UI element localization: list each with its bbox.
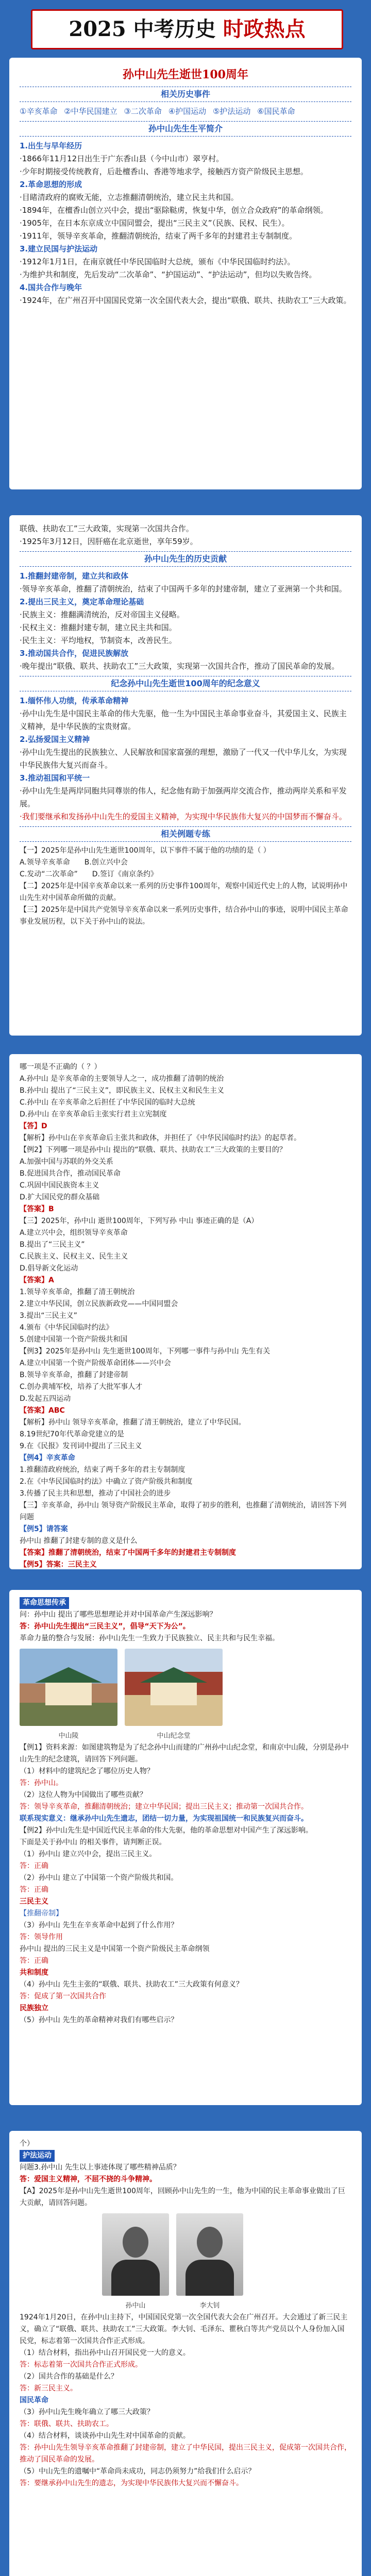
s5-body: 答：标志着第一次国共合作正式形成。: [20, 2361, 142, 2369]
portrait-caption: 李大钊: [199, 2302, 220, 2310]
s4-example: 【推翻帝制】: [20, 1909, 63, 1918]
building-shape: [45, 1683, 92, 1705]
meaning-line: 1.缅怀伟人功绩，传承革命精神: [20, 696, 129, 705]
bio-line: ·1912年1月1日，在南京就任中华民国临时大总统，颁布《中华民国临时约法》。: [20, 257, 295, 266]
memorial-hall-photo: [125, 1649, 223, 1726]
portrait-caption: 孙中山: [125, 2302, 146, 2310]
section-2-card: [9, 515, 362, 1036]
q-line: C.民族主义、民权主义、民生主义: [20, 1252, 128, 1261]
q-line: 8.19世纪70年代革命党建立的是: [20, 1430, 124, 1438]
achievement-line: 3.推动国共合作，促进民族解放: [20, 649, 129, 658]
q-line: D.发起五四运动: [20, 1395, 71, 1403]
s4-example: （2）这位人物为中国做出了哪些贡献？: [20, 1791, 147, 1799]
q-line: 【答案】推翻了清朝统治，结束了中国两千多年的封建君主专制制度: [20, 1549, 236, 1557]
portrait-coat: [185, 2260, 234, 2296]
portrait-face: [123, 2227, 148, 2258]
s4-example: （5）孙中山 先生的革命精神对我们有哪些启示？: [20, 2016, 178, 2024]
s5-body: 答：联俄、联共、扶助农工。: [20, 2420, 113, 2428]
q-line: 【例2】下列哪一项是孙中山 提出的“联俄、联共、扶助农工”三大政策的主要目的？: [20, 1146, 286, 1154]
q-line: 【例5】答案：三民主义: [20, 1561, 97, 1569]
practice-line: 【一】2025年是孙中山先生逝世100周年，以下事件不属于他的功绩的是（ ）: [20, 846, 271, 855]
s4-example: 答：领导作用: [20, 1933, 63, 1941]
practice-line: C.发动“二次革命” D.签订《南京条约》: [20, 870, 158, 878]
q-line: A.建立兴中会，组织领导辛亥革命: [20, 1229, 128, 1237]
portrait-face: [197, 2227, 223, 2258]
s4-example: （3）孙中山 先生在辛亥革命中起到了什么作用？: [20, 1921, 178, 1929]
meaning-line: 2.弘扬爱国主义精神: [20, 735, 90, 744]
gap: [0, 1036, 371, 1054]
s4-example: 孙中山 提出的三民主义是中国第一个资产阶级民主革命纲领: [20, 1945, 210, 1953]
bio-line: ·目睹清政府的腐败无能，立志推翻清朝统治，建立民主共和国。: [20, 193, 239, 202]
q-line: 【例5】请答案: [20, 1525, 68, 1533]
title-subject: 中考历史: [133, 17, 216, 41]
photo-row: [20, 1649, 351, 1726]
s4-example: 【例1】资料来源：如图建筑物是为了纪念孙中山而建的广州孙中山纪念堂，和南京中山陵，分别是孙中山先生的纪念建筑，请回答下列问题。: [20, 1743, 349, 1764]
s4-example: 答：正确: [20, 1886, 48, 1894]
q-line: 2.在《中华民国临时约法》中确立了资产阶级共和制度: [20, 1478, 193, 1486]
s5-body: 答：要继承孙中山先生的遗志，为实现中华民族伟大复兴而不懈奋斗。: [20, 2479, 243, 2487]
building-shape: [150, 1683, 197, 1705]
s4-example: 下面是关于孙中山 的相关事件，请判断正误。: [20, 1838, 166, 1846]
section-1-title: 孙中山先生逝世100周年: [123, 68, 248, 81]
s4-example: （4）孙中山 先生主张的“联俄、联共、扶助农工”三大政策有何意义？: [20, 1980, 243, 1989]
achievement-line: ·领导辛亥革命，推翻了清朝统治，结束了中国两千多年的封建帝制，建立了亚洲第一个共和国。: [20, 584, 347, 594]
q-line: D.扩大国民党的群众基础: [20, 1193, 100, 1201]
section-4-card: [9, 1590, 362, 2105]
practice-line: A.领导辛亥革命 B.创立兴中会: [20, 858, 128, 867]
q-line: 【三】辛亥革命，孙中山 领导资产阶级民主革命，取得了初步的胜利，也推翻了清朝统治，请回答下列问题: [20, 1501, 347, 1521]
q-line: 【答案】B: [20, 1205, 54, 1213]
meaning-line: ·孙中山先生是两岸同胞共同尊崇的伟人，纪念他有助于加强两岸交流合作，推动两岸关系和平发展。: [20, 786, 347, 808]
event-item: ③二次革命: [124, 107, 162, 116]
s4-example: 答：正确: [20, 1862, 48, 1870]
practice-line: 【二】2025年是中国辛亥革命以来一系列的历史事件100周年，观察中国近代史上的人物，试说明孙中山先生对中国革命所做的贡献。: [20, 882, 348, 902]
q-line: 【例4】辛亥革命: [20, 1454, 75, 1462]
s5-line: 问题3.孙中山 先生以上事迹体现了哪些精神品质？: [20, 2163, 180, 2172]
s5-body: （4）结合材料，谈谈孙中山先生对中国革命的贡献。: [20, 2432, 190, 2440]
practice-heading: 相关例题专练: [20, 826, 351, 842]
bio-line: ·1924年，在广州召开中国国民党第一次全国代表大会，提出“联俄、联共、扶助农工”三大政策。: [20, 296, 351, 305]
achievement-line: ·民权主义：推翻封建专制，建立民主共和国。: [20, 623, 177, 632]
q-line: 3.提出“三民主义”: [20, 1312, 77, 1320]
s5-body: （1）结合材料，指出孙中山召开国民党一大的意义。: [20, 2349, 190, 2357]
events-list: [20, 105, 351, 118]
event-item: ⑤护法运动: [212, 107, 251, 116]
q-line: 1.领导辛亥革命，推翻了清王朝统治: [20, 1288, 135, 1296]
event-item: ④护国运动: [168, 107, 207, 116]
q-line: B.领导辛亥革命，推翻了封建帝制: [20, 1371, 128, 1379]
s5-line: 答：爱国主义精神，不屈不挠的斗争精神。: [20, 2175, 157, 2183]
s4-example: （1）孙中山 建立兴中会，提出三民主义。: [20, 1850, 157, 1858]
gap: [0, 489, 371, 515]
s4-example: （2）孙中山 建立了中国第一个资产阶级共和国。: [20, 1874, 178, 1882]
achievement-line: ·民族主义：推翻满清统治，反对帝国主义侵略。: [20, 610, 184, 619]
title-year: 2025: [69, 17, 126, 41]
event-item: ⑥国民革命: [257, 107, 295, 116]
zhongshan-mausoleum-photo: [20, 1649, 117, 1726]
s4-example: 答：促成了第一次国共合作: [20, 1992, 106, 2001]
photo-caption: 中山纪念堂: [157, 1732, 191, 1740]
q-line: 【解析】孙中山在辛亥革命后主张共和政体，并担任了《中华民国临时约法》的起草者。: [20, 1134, 301, 1142]
q-line: B.提出了“三民主义”: [20, 1241, 85, 1249]
s5-body: 答：新三民主义。: [20, 2384, 77, 2393]
s4-example: 联系现实意义：继承孙中山先生遗志，团结一切力量，为实现祖国统一和民族复兴而奋斗。: [20, 1815, 308, 1823]
bio-heading: 孙中山先生生平简介: [20, 121, 351, 137]
s5-example: 【A】2025年是孙中山先生逝世100周年，回顾孙中山先生的一生，他为中国的民主革命事业做出了巨大贡献，请回答问题。: [20, 2187, 345, 2207]
q-line: D.倡导新文化运动: [20, 1264, 78, 1273]
bio-line: 4.国共合作与晚年: [20, 283, 82, 292]
title-hot: 时政热点: [223, 17, 306, 41]
portrait-coat: [111, 2260, 160, 2296]
q-line: C.孙中山 在辛亥革命之后担任了中华民国的临时大总统: [20, 1098, 195, 1107]
s5-body: 答：孙中山先生领导辛亥革命推翻了封建帝制，建立了中华民国，提出三民主义，促成第一次国共合作，推动了国民革命的发展。: [20, 2444, 351, 2464]
achievements-heading: 孙中山先生的历史贡献: [20, 551, 351, 567]
roof-shape: [140, 1667, 207, 1683]
s4-example: （1）材料中的建筑纪念了哪位历史人物？: [20, 1767, 154, 1775]
bio-line: ·1866年11月12日出生于广东香山县（今中山市）翠亨村。: [20, 154, 224, 163]
q-line: D.孙中山 在辛亥革命后主张实行君主立宪制度: [20, 1110, 167, 1118]
photo-captions: [20, 1730, 351, 1742]
gap: [0, 2105, 371, 2131]
s5-body: （3）孙中山先生晚年确立了哪三大政策？: [20, 2408, 154, 2416]
bio-line: 3.建立民国与护法运动: [20, 244, 98, 253]
meaning-line: ·我们要继承和发扬孙中山先生的爱国主义精神，为实现中华民族伟大复兴的中国梦而不懈奋斗。: [20, 812, 347, 821]
bio-line: ·为维护共和制度，先后发动“二次革命”、“护国运动”、“护法运动”，但均以失败告终。: [20, 270, 317, 279]
q-line: B.孙中山 提出了“三民主义”，即民族主义、民权主义和民生主义: [20, 1087, 225, 1095]
section-1-card: [9, 58, 362, 489]
intro-line: 联俄、扶助农工”三大政策，实现第一次国共合作。: [20, 524, 194, 533]
s4-line: 革命力量的整合与发展：孙中山先生一生致力于民族独立、民主共和与民生幸福。: [20, 1634, 279, 1642]
q-line: 【答】D: [20, 1122, 47, 1130]
achievement-line: 2.提出三民主义，奠定革命理论基础: [20, 597, 144, 606]
s5-body: （2）国共合作的基础是什么？: [20, 2372, 118, 2381]
section-5-card: [9, 2131, 362, 2576]
events-heading: 相关历史事件: [20, 87, 351, 102]
s4-example: 答：孙中山。: [20, 1779, 63, 1787]
meaning-line: ·孙中山先生提出的民族独立、人民解放和国家富强的理想，激励了一代又一代中华儿女，为实现中华民族伟大复兴而奋斗。: [20, 748, 347, 770]
intro-line: ·1925年3月12日，因肝癌在北京逝世，享年59岁。: [20, 537, 198, 546]
q-line: 【答案】A: [20, 1276, 54, 1284]
achievement-line: ·民生主义：平均地权，节制资本，改善民生。: [20, 636, 177, 645]
bio-line: ·1905年，在日本东京成立中国同盟会，提出“三民主义”（民族、民权、民生）。: [20, 218, 290, 228]
bio-line: 1.出生与早年经历: [20, 141, 82, 150]
practice-line: 【三】2025年是中国共产党领导辛亥革命以来一系列历史事件，结合孙中山的事迹，说明中国民主革命事业发展历程，以下关于孙中山的说法。: [20, 906, 348, 926]
achievement-line: ·晚年提出“联俄、联共、扶助农工”三大政策，实现第一次国共合作，推动了国民革命的发展。: [20, 662, 340, 671]
s4-example: 共和制度: [20, 1969, 48, 1977]
bio-line: ·少年时期接受传统教育，后赴檀香山、香港等地求学，接触西方资产阶级民主思想。: [20, 167, 308, 176]
achievement-line: 1.推翻封建帝制，建立共和政体: [20, 571, 129, 581]
q-line: A.加强中国与苏联的外交关系: [20, 1158, 113, 1166]
q-line: A.建立中国第一个资产阶级革命团体——兴中会: [20, 1359, 171, 1367]
s5-body: （5）中山先生的遗嘱中“革命尚未成功，同志仍须努力”给我们什么启示？: [20, 2467, 256, 2476]
section-3-card: [9, 1054, 362, 1569]
portrait-photo: [102, 2213, 169, 2296]
portrait-photo: [176, 2213, 243, 2296]
q-line: C.巩固中国民族资本主义: [20, 1181, 99, 1190]
q-line: 孙中山 推翻了封建专制的意义是什么: [20, 1537, 138, 1545]
section-4-heading: 革命思想传承: [20, 1597, 69, 1609]
q-line: 【例3】2025年是孙中山 先生逝世100周年，下列哪一事件与孙中山 先生有关: [20, 1347, 271, 1355]
q-line: 【解析】孙中山 领导辛亥革命，推翻了清王朝统治，建立了中华民国。: [20, 1418, 246, 1427]
s4-example: 三民主义: [20, 1897, 48, 1906]
q-line: A.孙中山 是辛亥革命的主要领导人之一，成功推翻了清朝的统治: [20, 1075, 224, 1083]
header-band: [0, 0, 371, 58]
s4-example: 答：领导辛亥革命，推翻清朝统治；建立中华民国；提出三民主义；推动第一次国共合作。: [20, 1803, 308, 1811]
q-line: 1.推翻清政府统治，结束了两千多年的君主专制制度: [20, 1466, 185, 1474]
s4-example: 答：正确: [20, 1957, 48, 1965]
q-line: 哪一项是不正确的（ ？）: [20, 1063, 102, 1071]
s5-top: 个）: [20, 2140, 34, 2148]
event-item: ①辛亥革命: [20, 107, 58, 116]
q-line: 2.建立中华民国，创立民族新政党——中国同盟会: [20, 1300, 178, 1308]
s4-line: 答：孙中山先生提出“三民主义”，倡导“天下为公”。: [20, 1622, 190, 1631]
portrait-row: [102, 2213, 351, 2296]
s4-example: 【例2】孙中山先生是中国近代民主革命的伟大先驱，他的革命思想对中国产生了深远影响。: [20, 1826, 313, 1835]
q-line: B.促进国共合作，推动国民革命: [20, 1170, 121, 1178]
q-line: 9.在《民报》发刊词中提出了三民主义: [20, 1442, 142, 1450]
event-item: ②中华民国建立: [64, 107, 117, 116]
s5-body: 国民革命: [20, 2396, 48, 2404]
q-line: C.创办黄埔军校，培养了大批军事人才: [20, 1383, 143, 1391]
q-line: 4.颁布《中华民国临时约法》: [20, 1324, 113, 1332]
q-line: 【答案】ABC: [20, 1406, 65, 1415]
roof-shape: [35, 1667, 102, 1683]
meaning-heading: 纪念孙中山先生逝世100周年的纪念意义: [20, 676, 351, 691]
meaning-line: 3.推动祖国和平统一: [20, 773, 90, 783]
s5-body: 1924年1月20日，在孙中山主持下，中国国民党第一次全国代表大会在广州召开。大会通过了新三民主义，确立了“联俄、联共、扶助农工”三大政策。李大钊、毛泽东、瞿秋白等共产党员以个人身份加入国民党，标志着第一次国共合作正式形成。: [20, 2313, 348, 2345]
section-5-heading: 护法运动: [20, 2150, 55, 2162]
q-line: 【三】2025年，孙中山 逝世100周年，下列写孙 中山 事迹正确的是（A）: [20, 1217, 259, 1225]
meaning-line: ·孙中山先生是中国民主革命的伟大先驱，他一生为中国民主革命事业奋斗，其爱国主义、民族主义精神，是中华民族的宝贵财富。: [20, 709, 347, 731]
q-line: 5.创建中国第一个资产阶级共和国: [20, 1335, 128, 1344]
portrait-captions: [102, 2300, 351, 2312]
bio-line: ·1894年，在檀香山创立兴中会，提出“驱除鞑虏，恢复中华，创立合众政府”的革命纲领。: [20, 206, 328, 215]
photo-caption: 中山陵: [58, 1732, 79, 1740]
s4-line: 问：孙中山 提出了哪些思想理论并对中国革命产生深远影响？: [20, 1611, 217, 1619]
s4-example: 民族独立: [20, 2004, 48, 2012]
q-line: 3.传播了民主共和思想，推动了中国社会的进步: [20, 1489, 171, 1498]
gap: [0, 1569, 371, 1590]
bio-line: 2.革命思想的形成: [20, 180, 82, 189]
bio-line: ·1911年，领导辛亥革命，推翻清朝统治，结束了两千多年的封建君主专制制度。: [20, 231, 297, 241]
page-title: [31, 9, 343, 49]
